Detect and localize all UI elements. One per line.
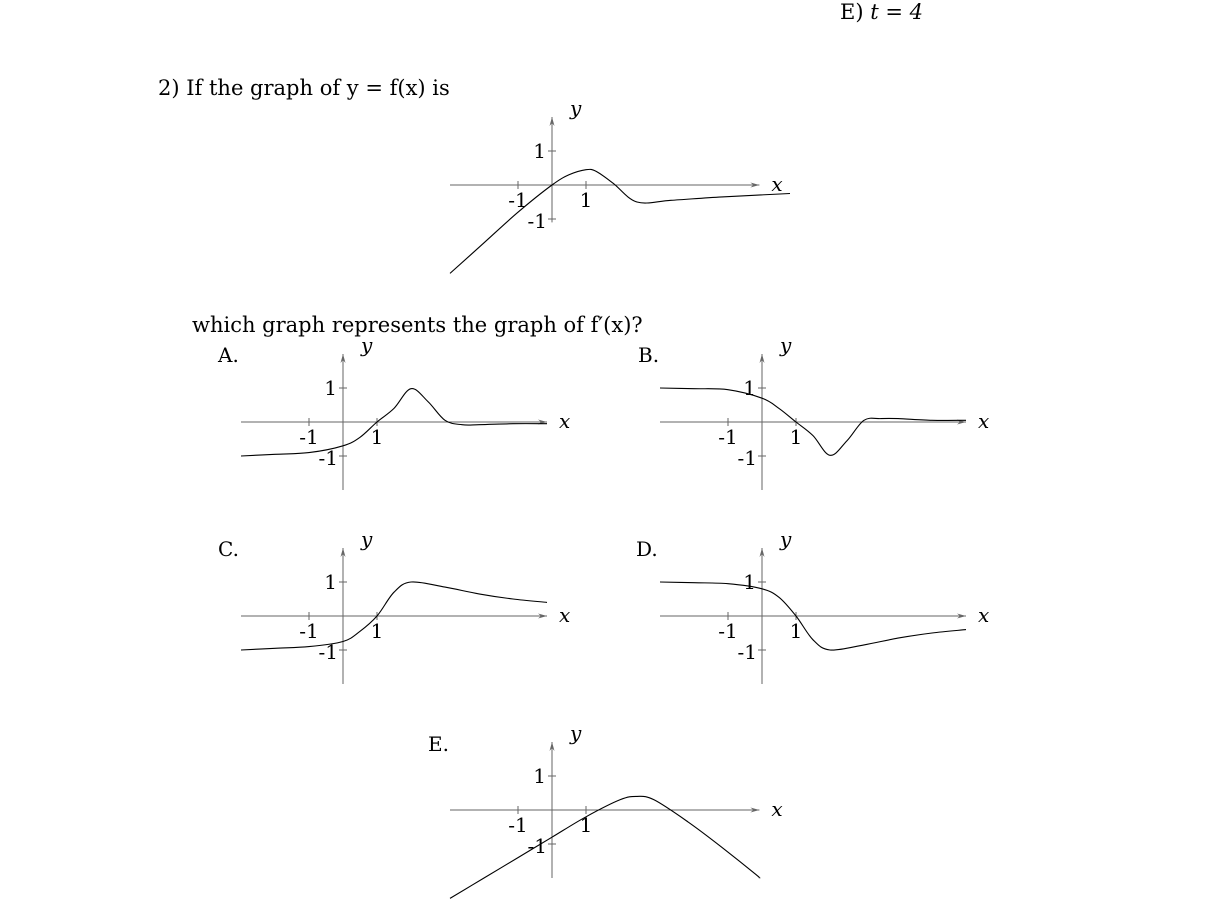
x-tick-label-neg-given: -1: [508, 188, 528, 212]
y-tick-label-neg-C: -1: [318, 640, 338, 664]
y-tick-label-pos-D: 1: [743, 570, 756, 594]
y-tick-label-neg-D: -1: [737, 640, 757, 664]
x-tick-label-neg-D: -1: [718, 619, 738, 643]
x-tick-label-pos-A: 1: [370, 425, 384, 449]
y-tick-label-pos-E: 1: [533, 764, 546, 788]
y-tick-label-neg-given: -1: [527, 209, 547, 233]
y-tick-label-pos-A: 1: [324, 376, 337, 400]
question-prompt: which graph represents the graph of f′(x)?: [192, 313, 643, 337]
graph-C: [218, 527, 570, 684]
x-tick-label-pos-given: 1: [579, 188, 593, 212]
curve-E: [450, 796, 760, 898]
x-tick-label-pos-D: 1: [789, 619, 803, 643]
option-label-C: C.: [218, 537, 239, 561]
x-tick-label-pos-C: 1: [370, 619, 384, 643]
y-axis-label-D: y: [780, 527, 792, 551]
graph-E: [428, 721, 783, 898]
y-tick-label-neg-B: -1: [737, 446, 757, 470]
option-label-B: B.: [638, 343, 660, 367]
previous-answer-label: E): [840, 0, 864, 24]
y-axis-label-A: y: [361, 333, 373, 357]
x-tick-label-neg-A: -1: [299, 425, 319, 449]
x-tick-label-neg-C: -1: [299, 619, 319, 643]
y-axis-label-B: y: [780, 333, 792, 357]
y-axis-label-E: y: [570, 721, 582, 745]
y-axis-label-C: y: [361, 527, 373, 551]
question-stem-text: If the graph of y = f(x) is: [186, 76, 450, 100]
x-tick-label-neg-B: -1: [718, 425, 738, 449]
option-label-D: D.: [636, 537, 658, 561]
y-tick-label-neg-E: -1: [527, 834, 547, 858]
graph-D: [636, 527, 989, 684]
x-tick-label-neg-E: -1: [508, 813, 528, 837]
option-label-A: A.: [218, 343, 239, 367]
y-axis-label-given: y: [570, 96, 582, 120]
x-tick-label-pos-B: 1: [789, 425, 803, 449]
y-tick-label-neg-A: -1: [318, 446, 338, 470]
y-tick-label-pos-given: 1: [533, 139, 546, 163]
x-tick-label-pos-E: 1: [579, 813, 593, 837]
x-axis-label-D: x: [978, 603, 990, 627]
y-tick-label-pos-C: 1: [324, 570, 337, 594]
graph-A: [217, 333, 570, 490]
x-axis-label-B: x: [978, 409, 990, 433]
x-axis-label-A: x: [559, 409, 571, 433]
x-axis-label-C: x: [559, 603, 571, 627]
previous-answer-expression: t = 4: [870, 0, 923, 24]
question-number: 2): [158, 76, 180, 100]
y-tick-label-pos-B: 1: [743, 376, 756, 400]
graph-B: [638, 333, 989, 490]
option-label-E: E.: [428, 732, 449, 756]
x-axis-label-given: x: [771, 172, 783, 196]
graph-given: [450, 96, 790, 273]
x-axis-label-E: x: [771, 797, 783, 821]
